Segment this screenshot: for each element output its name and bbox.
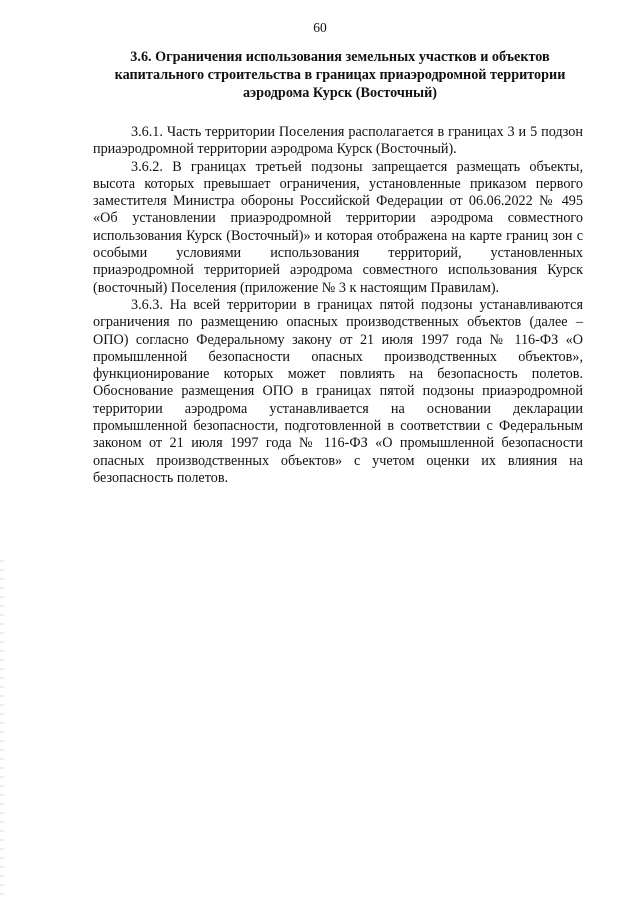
section-title-line-2: капитального строительства в границах приаэродромной территории (114, 67, 566, 83)
paragraph-3-6-3: 3.6.3. На всей территории в границах пятой подзоны устанавливаются ограничения по размещению опасных производственных объектов (далее – ОПО) согласно Федеральному закону от 21 июля 1997 года № 116-ФЗ «О промышленной безопасности опасных производственных объектов», функционирование которых может повлиять на безопасность полетов. Обоснование размещения ОПО в границах пятой подзоны приаэродромной территории аэродрома устанавливается на основании декларации промышленной безопасности, подготовленной в соответствии с Федеральным законом от 21 июля 1997 года № 116-ФЗ «О промышленной безопасности опасных производственных объектов» с учетом оценки их влияния на безопасность полетов. (93, 296, 583, 486)
section-title-line-3: аэродрома Курск (Восточный) (242, 85, 438, 101)
section-title (95, 48, 585, 102)
section-body (93, 124, 583, 487)
paragraph-3-6-2: 3.6.2. В границах третьей подзоны запрещается размещать объекты, высота которых превышает ограничения, установленные приказом первого заместителя Министра обороны Российской Федерации от 06.06.2022 № 495 «Об установлении приаэродромной территории аэродрома совместного использования Курск (Восточный)» и которая отображена на карте границ зон с особыми условиями использования территорий, установленных приаэродромной территорией аэродрома совместного использования Курск (восточный) Поселения (приложение № 3 к настоящим Правилам). (93, 158, 583, 296)
section-title-line-1: 3.6. Ограничения использования земельных участков и объектов (130, 49, 550, 65)
paragraph-3-6-1: 3.6.1. Часть территории Поселения располагается в границах 3 и 5 подзон приаэродромной территории аэродрома Курск (Восточный). (93, 124, 583, 158)
page-number: 60 (313, 20, 327, 35)
scan-edge-artifact (0, 560, 4, 900)
